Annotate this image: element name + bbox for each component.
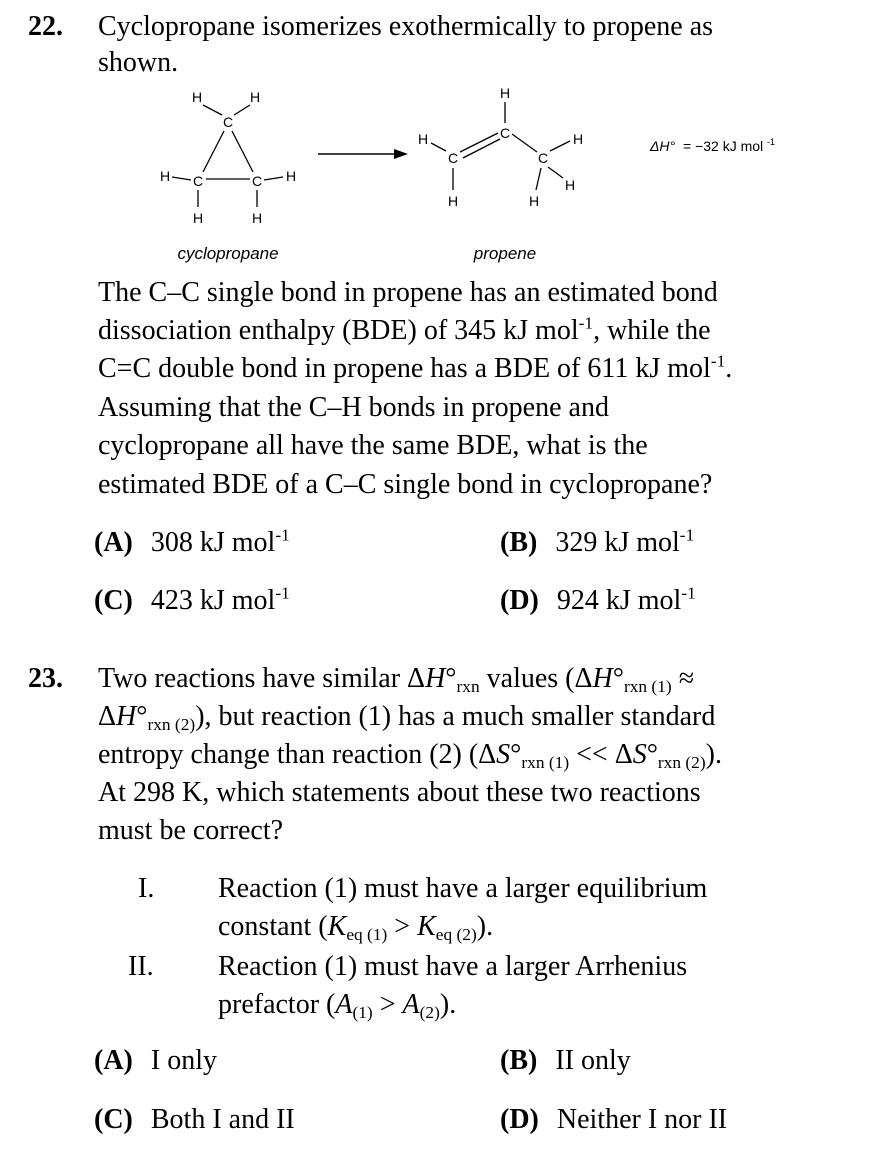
question-23-number: 23. <box>28 663 63 694</box>
q23-choice-c[interactable]: (C) Both I and II <box>94 1104 295 1135</box>
question-22-body-line-5: cyclopropane all have the same BDE, what is the <box>98 430 648 461</box>
question-23-stem-line-5: must be correct? <box>98 815 284 846</box>
atom-c: C <box>251 173 263 189</box>
atom-h: H <box>564 177 576 193</box>
question-22-body-line-6: estimated BDE of a C–C single bond in cyclopropane? <box>98 469 713 500</box>
propene-label: propene <box>473 244 537 263</box>
statement-ii-line-1: Reaction (1) must have a larger Arrhenius <box>218 951 688 982</box>
atom-c: C <box>537 150 549 166</box>
atom-h: H <box>251 210 263 226</box>
question-22-body-line-4: Assuming that the C–H bonds in propene and <box>98 392 609 423</box>
atom-h: H <box>499 85 511 101</box>
q23-choice-b[interactable]: (B) II only <box>500 1045 631 1076</box>
question-22-body-line-3: C=C double bond in propene has a BDE of 611 kJ mol$^{-1}$. <box>98 351 733 384</box>
cyclopropane-label: cyclopropane <box>177 244 279 263</box>
atom-h: H <box>191 89 203 105</box>
atom-c: C <box>499 125 511 141</box>
question-22-body-line-1: The C–C single bond in propene has an estimated bond <box>98 277 718 308</box>
question-23-stem-line-3: entropy change than reaction (2) $(\Delta S^\circ_{rxn (1)} << \Delta S^\circ_{rxn (2)})$. <box>98 739 722 772</box>
statement-i-line-2: constant $(K_{eq (1)} > K_{eq (2)})$. <box>218 911 494 944</box>
atom-h: H <box>447 193 459 209</box>
q22-choice-a[interactable]: (A) 308 kJ mol$^{-1}$ <box>94 525 290 558</box>
statement-i-line-1: Reaction (1) must have a larger equilibrium <box>218 873 708 904</box>
atom-h: H <box>285 168 297 184</box>
question-22-body-line-2: dissociation enthalpy (BDE) of 345 kJ mol$^{-1}$, while the <box>98 313 711 346</box>
q22-choice-b[interactable]: (B) 329 kJ mol$^{-1}$ <box>500 525 695 558</box>
statement-ii-line-2: prefactor $(A_{(1)} > A_{(2)})$. <box>218 989 457 1022</box>
reaction-scheme <box>0 80 892 270</box>
atom-h: H <box>249 89 261 105</box>
atom-c: C <box>447 150 459 166</box>
q23-choice-d[interactable]: (D) Neither I nor II <box>500 1104 728 1135</box>
enthalpy-change: ΔH° = −32 kJ mol $^{-1}$ <box>650 137 776 154</box>
atom-h: H <box>192 210 204 226</box>
q22-choice-c[interactable]: (C) 423 kJ mol$^{-1}$ <box>94 583 290 616</box>
atom-h: H <box>528 193 540 209</box>
question-23-stem-line-2: $\Delta H^\circ_{rxn (2)}$), but reaction (1) has a much smaller standard <box>98 701 716 734</box>
atom-h: H <box>159 168 171 184</box>
q23-choice-a[interactable]: (A) I only <box>94 1045 217 1076</box>
statement-i-numeral: I. <box>138 873 155 904</box>
statement-ii-numeral: II. <box>128 951 154 982</box>
q22-choice-d[interactable]: (D) 924 kJ mol$^{-1}$ <box>500 583 696 616</box>
question-22-number: 22. <box>28 11 63 42</box>
question-23-stem-line-1: Two reactions have similar $\Delta H^\circ_{rxn}$ values ($\Delta H^\circ_{rxn (1)}$ ≈ <box>98 663 695 696</box>
atom-c: C <box>222 114 234 130</box>
reaction-arrow <box>318 149 408 159</box>
atom-c: C <box>192 173 204 189</box>
atom-h: H <box>572 131 584 147</box>
question-22-stem-line-2: shown. <box>98 47 179 78</box>
atom-h: H <box>417 131 429 147</box>
question-22-stem-line-1: Cyclopropane isomerizes exothermically to propene as <box>98 11 714 42</box>
question-23-stem-line-4: At 298 K, which statements about these two reactions <box>98 777 701 808</box>
